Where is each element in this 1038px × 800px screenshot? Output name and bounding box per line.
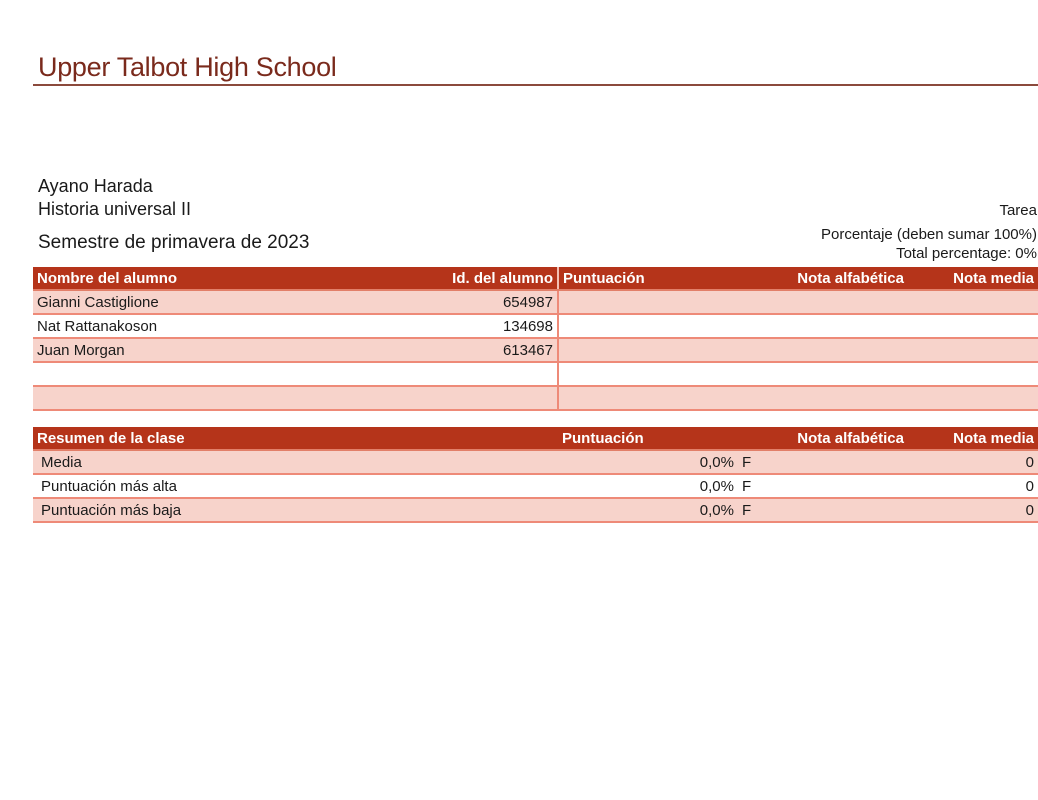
letter-grade-cell[interactable] xyxy=(738,314,908,338)
summary-letter-grade-cell[interactable]: F xyxy=(738,450,908,474)
table-row xyxy=(33,290,1038,314)
student-id-cell[interactable] xyxy=(388,386,558,410)
table-row xyxy=(33,386,1038,410)
table-row xyxy=(33,450,1038,474)
column-header-letter-grade[interactable]: Nota alfabética xyxy=(738,427,908,450)
summary-score-cell[interactable]: 0,0% xyxy=(558,450,738,474)
table-row xyxy=(33,314,1038,338)
grade-average-cell[interactable] xyxy=(908,386,1038,410)
grade-average-cell[interactable] xyxy=(908,314,1038,338)
student-name-cell[interactable]: Gianni Castiglione xyxy=(33,290,388,314)
score-cell[interactable] xyxy=(558,338,738,362)
title-rule xyxy=(33,84,1038,86)
table-row xyxy=(33,498,1038,522)
summary-header-row xyxy=(33,427,1038,450)
table-row xyxy=(33,338,1038,362)
summary-score-cell[interactable]: 0,0% xyxy=(558,498,738,522)
semester-label: Semestre de primavera de 2023 xyxy=(38,232,310,253)
student-id-cell[interactable] xyxy=(388,362,558,386)
table-row xyxy=(33,362,1038,386)
student-id-cell[interactable]: 134698 xyxy=(388,314,558,338)
summary-grade-average-cell[interactable]: 0 xyxy=(908,474,1038,498)
grade-average-cell[interactable] xyxy=(908,290,1038,314)
students-table xyxy=(33,267,1038,411)
table-row xyxy=(33,474,1038,498)
grade-average-cell[interactable] xyxy=(908,338,1038,362)
student-id-cell[interactable]: 613467 xyxy=(388,338,558,362)
student-name-cell[interactable] xyxy=(33,386,388,410)
total-percentage-label: Total percentage: 0% xyxy=(896,245,1037,262)
student-id-cell[interactable]: 654987 xyxy=(388,290,558,314)
assignment-label: Tarea xyxy=(999,202,1037,219)
letter-grade-cell[interactable] xyxy=(738,338,908,362)
letter-grade-cell[interactable] xyxy=(738,362,908,386)
column-header-score[interactable]: Puntuación xyxy=(558,427,738,450)
summary-letter-grade-cell[interactable]: F xyxy=(738,474,908,498)
column-header-student-name[interactable]: Nombre del alumno xyxy=(33,267,388,290)
summary-letter-grade-cell[interactable]: F xyxy=(738,498,908,522)
summary-label-cell[interactable]: Media xyxy=(33,450,558,474)
letter-grade-cell[interactable] xyxy=(738,386,908,410)
weight-label: Porcentaje (deben sumar 100%) xyxy=(821,226,1037,243)
summary-label-cell[interactable]: Puntuación más alta xyxy=(33,474,558,498)
score-cell[interactable] xyxy=(558,290,738,314)
grade-average-cell[interactable] xyxy=(908,362,1038,386)
score-cell[interactable] xyxy=(558,362,738,386)
course-name: Historia universal II xyxy=(38,199,192,219)
summary-grade-average-cell[interactable]: 0 xyxy=(908,450,1038,474)
students-header-row xyxy=(33,267,1038,290)
summary-grade-average-cell[interactable]: 0 xyxy=(908,498,1038,522)
column-header-student-id[interactable]: Id. del alumno xyxy=(388,267,558,290)
summary-score-cell[interactable]: 0,0% xyxy=(558,474,738,498)
score-cell[interactable] xyxy=(558,314,738,338)
letter-grade-cell[interactable] xyxy=(738,290,908,314)
summary-label-cell[interactable]: Puntuación más baja xyxy=(33,498,558,522)
student-name-cell[interactable]: Juan Morgan xyxy=(33,338,388,362)
column-header-grade-average[interactable]: Nota media xyxy=(908,267,1038,290)
column-header-grade-average[interactable]: Nota media xyxy=(908,427,1038,450)
student-name-cell[interactable]: Nat Rattanakoson xyxy=(33,314,388,338)
student-name-cell[interactable] xyxy=(33,362,388,386)
column-header-letter-grade[interactable]: Nota alfabética xyxy=(738,267,908,290)
column-header-class-summary[interactable]: Resumen de la clase xyxy=(33,427,558,450)
school-title: Upper Talbot High School xyxy=(38,52,337,82)
score-cell[interactable] xyxy=(558,386,738,410)
column-header-score[interactable]: Puntuación xyxy=(558,267,738,290)
teacher-name: Ayano Harada xyxy=(38,176,153,196)
class-summary-table xyxy=(33,427,1038,523)
